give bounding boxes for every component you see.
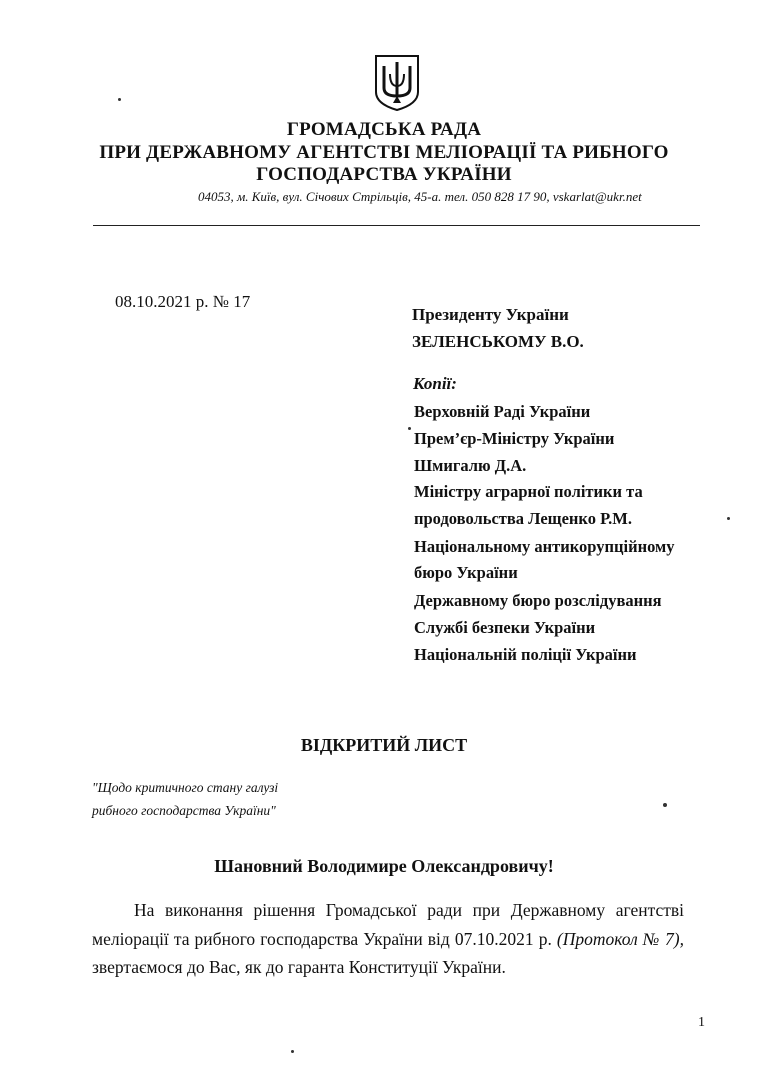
- copy-recipient: Національному антикорупційному: [414, 537, 675, 556]
- copy-recipient: продовольства Лещенко Р.М.: [414, 509, 632, 528]
- copy-recipient: Службі безпеки України: [414, 618, 596, 637]
- copy-recipient: Міністру аграрної політики та: [414, 482, 643, 501]
- scan-speck: [408, 427, 411, 430]
- scan-speck: [118, 98, 121, 101]
- letter-body: [92, 896, 684, 982]
- copies-label: Копії:: [413, 374, 457, 393]
- scan-speck: [291, 1050, 294, 1053]
- copy-recipient: Верховній Раді України: [414, 402, 591, 421]
- body-protocol-ref: (Протокол № 7),: [556, 928, 685, 949]
- copy-recipient: бюро України: [414, 563, 518, 582]
- copy-recipient: Державному бюро розслідування: [414, 591, 662, 610]
- letter-title: ВІДКРИТИЙ ЛИСТ: [300, 735, 468, 755]
- recipient-line1: Президенту України: [412, 305, 569, 324]
- scan-speck: [663, 803, 667, 807]
- copy-recipient: Національній поліції України: [414, 645, 637, 664]
- header-divider: [93, 225, 700, 226]
- body-part1: На виконання рішення Громадської ради при Державному агентстві меліорації та рибного господарства України від 07.10.2021 р.: [92, 900, 684, 949]
- coat-of-arms-icon: [372, 52, 422, 112]
- page-number: 1: [698, 1015, 705, 1030]
- copy-recipient: Шмигалю Д.А.: [414, 456, 527, 475]
- org-name-line1: ГРОМАДСЬКА РАДА: [286, 119, 482, 140]
- copy-recipient: Прем’єр-Міністру України: [414, 429, 615, 448]
- greeting: Шановний Володимире Олександровичу!: [214, 856, 554, 876]
- subject-line1: "Щодо критичного стану галузі: [92, 780, 279, 795]
- scan-speck: [727, 517, 730, 520]
- document-reference: 08.10.2021 р. № 17: [115, 292, 251, 311]
- recipient-line2: ЗЕЛЕНСЬКОМУ В.О.: [412, 332, 584, 351]
- org-name-line2: ПРИ ДЕРЖАВНОМУ АГЕНТСТВІ МЕЛІОРАЦІЇ ТА РИБНОГО: [99, 142, 669, 163]
- subject-line2: рибного господарства України": [92, 803, 276, 818]
- body-part3: звертаємося до Вас, як до гаранта Конституції України.: [92, 957, 506, 977]
- org-name-line3: ГОСПОДАРСТВА УКРАЇНИ: [256, 164, 512, 185]
- org-address: 04053, м. Київ, вул. Січових Стрільців, 45-а. тел. 050 828 17 90, vskarlat@ukr.net: [198, 189, 642, 204]
